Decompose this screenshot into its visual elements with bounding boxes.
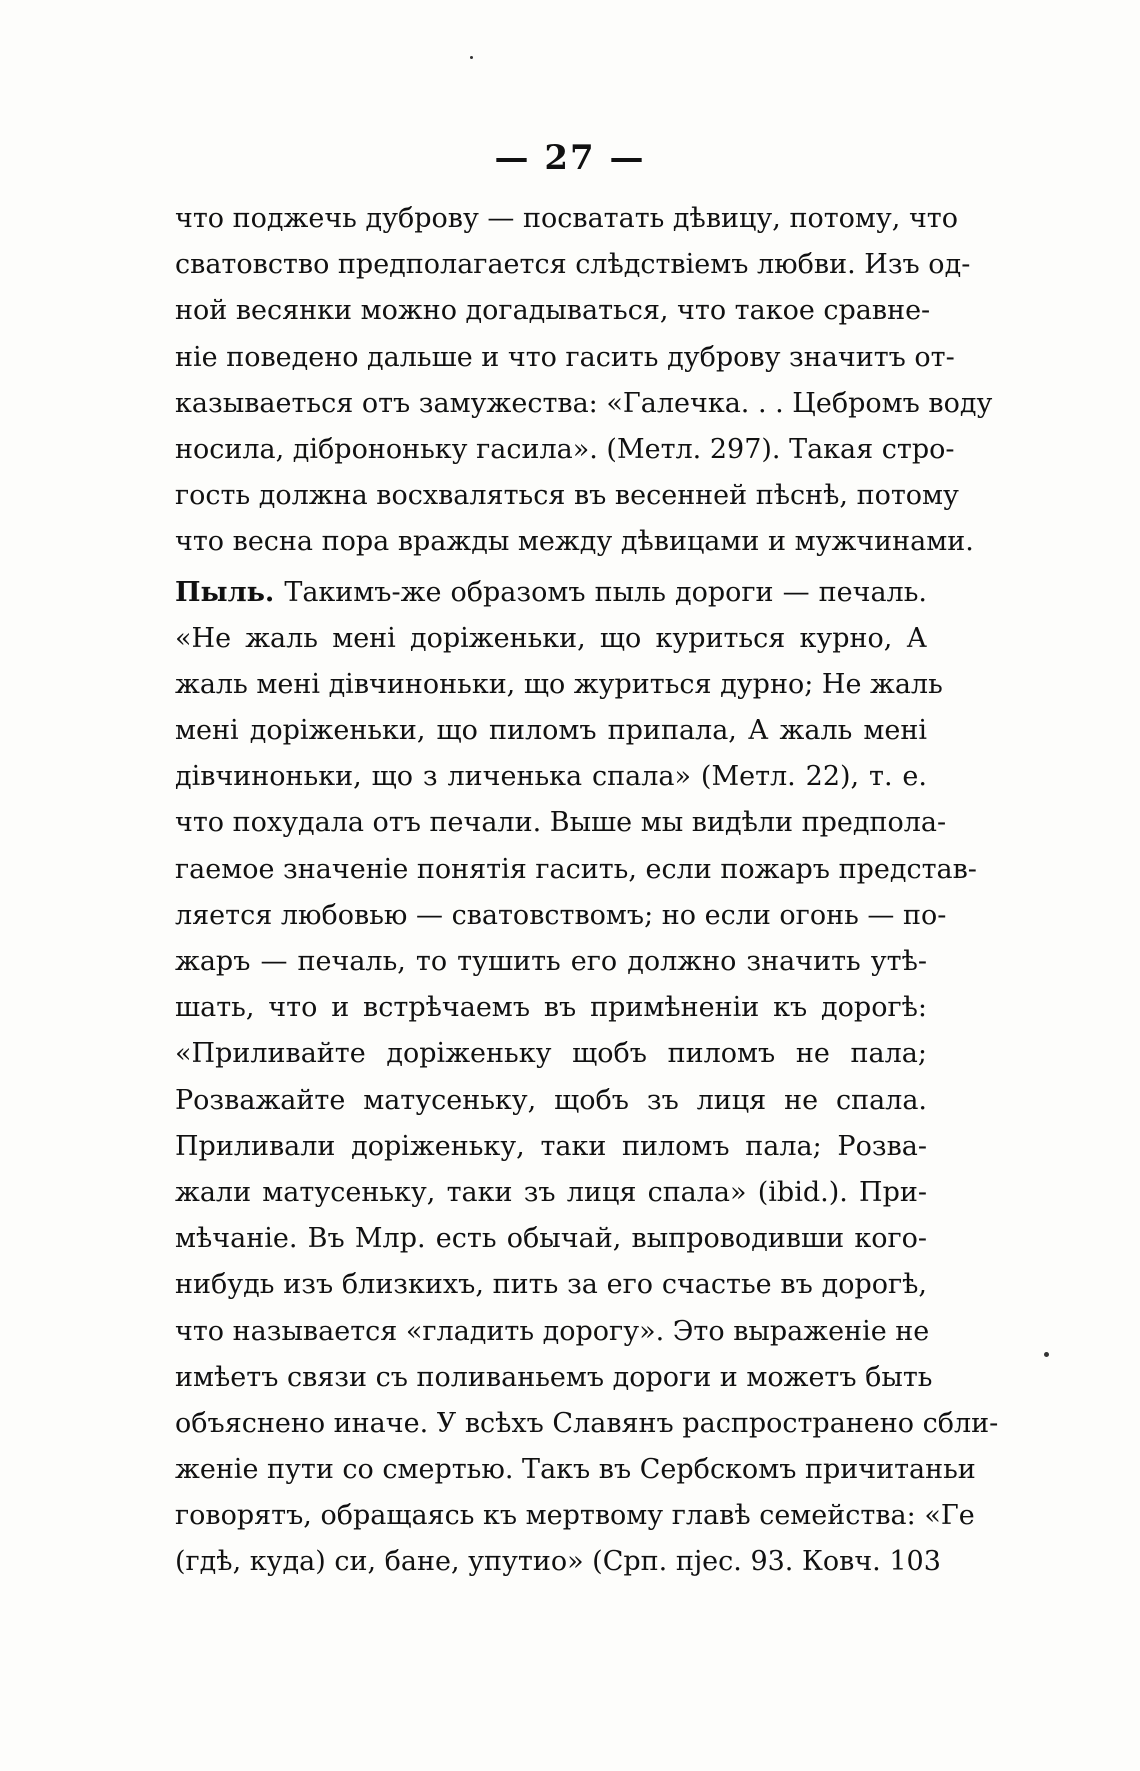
text-line: Приливали доріженьку, таки пиломъ пала; Розва-: [175, 1130, 927, 1162]
text-line: женіе пути со смертью. Такъ въ Сербскомъ причитаньи: [175, 1454, 976, 1486]
text-line: гаемое значеніе понятія гасить, если пожаръ представ-: [175, 853, 977, 885]
body-text: [175, 196, 999, 1586]
text-line: мѣчаніе. Въ Млр. есть обычай, выпроводивши кого-: [175, 1223, 927, 1255]
text-line: «Приливайте доріженьку щобъ пиломъ не пала;: [175, 1038, 927, 1070]
text-line: ной весянки можно догадываться, что такое сравне-: [175, 295, 931, 327]
text-line: «Не жаль мені доріженьки, що куриться курно, А: [175, 622, 927, 654]
text-line: ляется любовью — сватовствомъ; но если огонь — по-: [175, 899, 947, 931]
text-line: казываеться отъ замужества: «Галечка. . . Цебромъ воду: [175, 387, 993, 419]
paragraph-2-first-line: [175, 570, 927, 616]
text-line: нибудь изъ близкихъ, пить за его счастье въ дорогѣ,: [175, 1269, 927, 1301]
text-line: что поджечь дуброву — посватать дѣвицу, потому, что: [175, 203, 958, 234]
print-speck: [1044, 1352, 1049, 1357]
text-line: (гдѣ, куда) си, бане, упутио» (Срп. пjес. 93. Ковч. 103: [175, 1546, 941, 1578]
text-line: объяснено иначе. У всѣхъ Славянъ распространено сбли-: [175, 1407, 999, 1439]
paragraph-2: [175, 570, 999, 1586]
text-line: говорятъ, обращаясь къ мертвому главѣ семейства: «Ге: [175, 1500, 975, 1532]
paragraph-1: [175, 196, 993, 566]
text-line: шать, что и встрѣчаемъ въ примѣненіи къ дорогѣ:: [175, 992, 927, 1024]
text-line: жаль мені дівчиноньки, що журиться дурно; Не жаль: [175, 668, 943, 700]
section-heading: Пыль.: [175, 576, 275, 608]
text-line: Розважайте матусеньку, щобъ зъ лиця не спала.: [175, 1084, 927, 1116]
page-number: — 27 —: [494, 138, 646, 178]
text-line: мені доріженьки, що пиломъ припала, А жаль мені: [175, 715, 927, 747]
text-line: носила, діброноньку гасила». (Метл. 297). Такая стро-: [175, 433, 955, 465]
text-line: гость должна восхваляться въ весенней пѣснѣ, потому: [175, 480, 959, 512]
text-line: сватовство предполагается слѣдствіемъ любви. Изъ од-: [175, 249, 971, 281]
text-line: что называется «гладить дорогу». Это выраженіе не: [175, 1315, 930, 1347]
text-line: что похудала отъ печали. Выше мы видѣли предпола-: [175, 807, 947, 839]
text-line: ніе поведено дальше и что гасить дуброву значитъ от-: [175, 341, 955, 373]
text-line: дівчиноньки, що з личенька спала» (Метл. 22), т. е.: [175, 761, 927, 793]
text-line: жали матусеньку, таки зъ лиця спала» (ibid.). При-: [175, 1176, 927, 1208]
text-line-rest: Такимъ-же образомъ пыль дороги — печаль.: [284, 576, 927, 608]
text-line: что весна пора вражды между дѣвицами и мужчинами.: [175, 526, 974, 558]
text-line: имѣетъ связи съ поливаньемъ дороги и можетъ быть: [175, 1361, 933, 1393]
text-line: жаръ — печаль, то тушить его должно значить утѣ-: [175, 946, 927, 977]
print-speck: [470, 56, 473, 59]
